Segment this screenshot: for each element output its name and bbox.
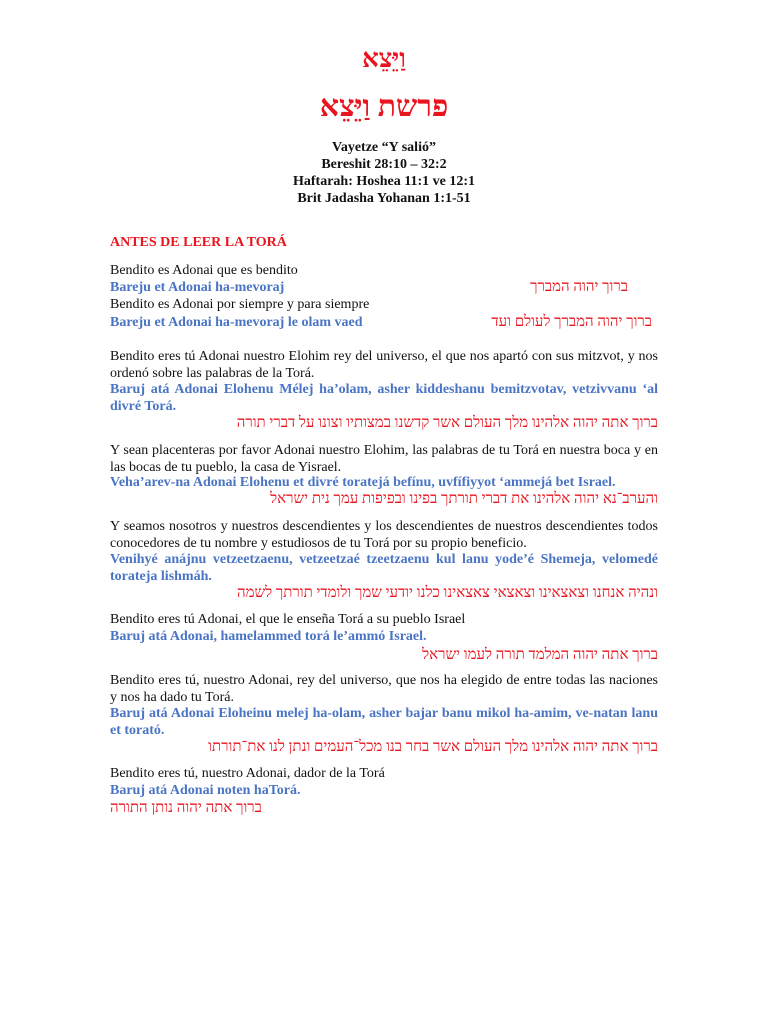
blessing-4-translit: Venihyé anájnu vetzeetzaenu, vetzeetzaé tzeetzaenu kul lanu yode’é Shemeja, velomedé torateja lishmáh. — [110, 552, 658, 584]
blessing-2-translit: Baruj atá Adonai Elohenu Mélej ha’olam, asher kiddeshanu bemitzvotav, vetzivvanu ‘al divré Torá. — [110, 382, 658, 414]
hebrew-title: וַיֵּצֵא — [362, 44, 406, 73]
blessing-1b-spanish: Bendito es Adonai por siempre y para siempre — [110, 297, 370, 312]
blessing-3-translit: Veha’arev-na Adonai Elohenu et divré toratejá befínu, uvfífiyyot ‘ammejá bet Israel. — [110, 475, 616, 490]
blessing-5-translit: Baruj atá Adonai, hamelammed torá le’ammó Israel. — [110, 629, 427, 644]
blessing-7-hebrew: ברוך אתה יהוה נותן התורה — [110, 800, 262, 816]
blessing-4-hebrew: ונהיה אנחנו וצאצאינו וצאצאי צאצאינו כלנו יודעי שמך ולומדי תורתך לשמה — [236, 585, 658, 601]
blessing-5-spanish: Bendito eres tú Adonai, el que le enseña Torá a su pueblo Israel — [110, 612, 466, 627]
blessing-6-translit: Baruj atá Adonai Eloheinu melej ha-olam, asher bajar banu mikol ha-amim, ve-natan lanu et torató. — [110, 706, 658, 738]
blessing-4-spanish: Y seamos nosotros y nuestros descendientes y los descendientes de nuestros descendientes todos conocedores de tu nombre y estudiosos de tu Torá por su propio beneficio. — [110, 519, 658, 551]
info-bereshit: Bereshit 28:10 – 32:2 — [321, 157, 447, 172]
blessing-1-translit: Bareju et Adonai ha-mevoraj — [110, 280, 285, 295]
blessing-3-spanish: Y sean placenteras por favor Adonai nuestro Elohim, las palabras de tu Torá en nuestra boca y en las bocas de tu pueblo, la casa de Yisrael. — [110, 443, 658, 475]
blessing-3-hebrew: והערב־נא יהוה אלהינו את דברי תורתך בפינו ובפיפות עמך נית ישראל — [270, 491, 658, 507]
blessing-2-spanish: Bendito eres tú Adonai nuestro Elohim rey del universo, el que nos apartó con sus mitzvot, y nos ordenó sobre las palabras de la Torá. — [110, 349, 658, 381]
blessing-1b-hebrew: ברוך יהוה המברך לעולם ועד — [491, 314, 652, 330]
info-haftarah: Haftarah: Hoshea 11:1 ve 12:1 — [293, 174, 475, 189]
blessing-2-hebrew: ברוך אתה יהוה אלהינו מלך העולם אשר קדשנו במצותיו וצונו על דברי תורה — [236, 415, 658, 431]
blessing-5-hebrew: ברוך אתה יהוה המלמד תורה לעמו ישראל — [422, 647, 658, 663]
blessing-7-translit: Baruj atá Adonai noten haTorá. — [110, 783, 301, 798]
blessing-1-spanish: Bendito es Adonai que es bendito — [110, 263, 298, 278]
blessing-6-spanish: Bendito eres tú, nuestro Adonai, rey del universo, que nos ha elegido de entre todas las naciones y nos ha dado tu Torá. — [110, 673, 658, 705]
info-brit-jadasha: Brit Jadasha Yohanan 1:1-51 — [297, 191, 471, 206]
blessing-7-spanish: Bendito eres tú, nuestro Adonai, dador de la Torá — [110, 766, 385, 781]
section-heading: ANTES DE LEER LA TORÁ — [110, 235, 287, 250]
blessing-1-hebrew: ברוך יהוה המברך — [530, 279, 628, 295]
blessing-1b-translit: Bareju et Adonai ha-mevoraj le olam vaed — [110, 315, 363, 330]
parasha-title: פרשת וַיֵּצֵא — [319, 90, 449, 123]
info-name: Vayetze “Y salió” — [332, 140, 436, 155]
blessing-6-hebrew: ברוך אתה יהוה אלהינו מלך העולם אשר בחר בנו מכל־העמים ונתן לנו את־תורתו — [208, 739, 658, 755]
